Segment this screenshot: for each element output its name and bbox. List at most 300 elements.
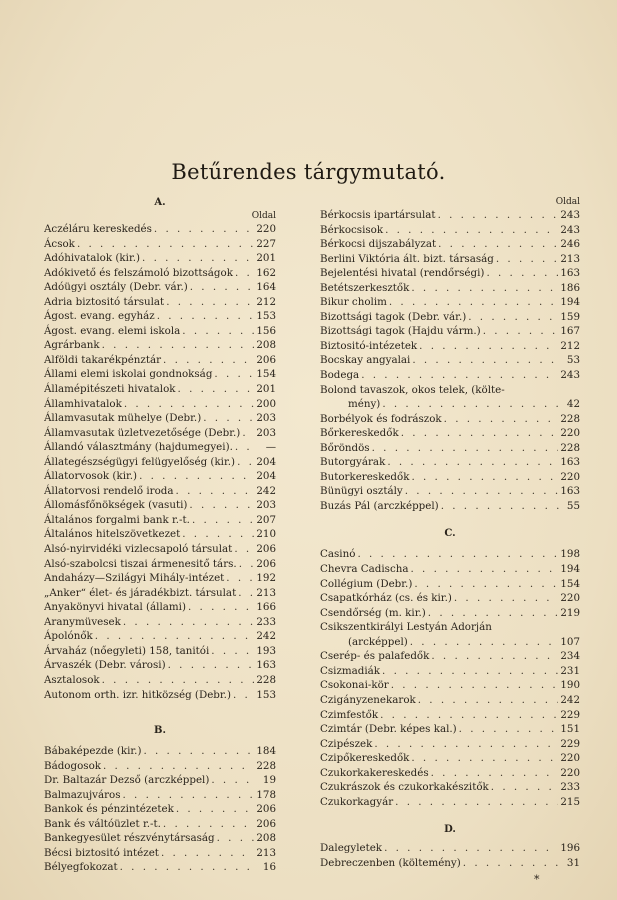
- entry-page-number: 203: [256, 412, 276, 425]
- entry-name: Borbélyok és fodrászok: [320, 412, 442, 425]
- entry-page-number: 178: [256, 788, 276, 801]
- entry-page-number: 167: [560, 325, 580, 338]
- index-entry: [44, 600, 276, 615]
- index-entry: [44, 222, 276, 237]
- entry-name: Állatorvosok (kir.): [44, 470, 138, 483]
- entry-page-number: 228: [256, 673, 276, 686]
- entry-name: Adókivető és felszámoló bizottságok: [44, 266, 233, 279]
- entry-name: Andaházy—Szilágyi Mihály-intézet: [44, 572, 225, 585]
- entry-name: Államépitészeti hivatalok: [44, 383, 176, 396]
- entry-name: Agrárbank: [44, 339, 100, 352]
- dot-leader: [77, 237, 254, 252]
- dot-leader: [385, 223, 558, 238]
- section-b-entries: [44, 744, 276, 875]
- entry-name: Államvasutak üzletvezetősége (Debr.): [44, 426, 241, 439]
- entry-page-number: 242: [560, 693, 580, 706]
- entry-name: Árvaszék (Debr. városi): [44, 659, 166, 672]
- dot-leader: [380, 708, 558, 723]
- dot-leader: [486, 266, 558, 281]
- index-entry: [320, 562, 580, 577]
- entry-name: Bankegyesület részvénytársaság: [44, 832, 215, 845]
- dot-leader: [410, 635, 559, 650]
- dot-leader: [161, 846, 254, 861]
- index-entry: [320, 856, 580, 871]
- dot-leader: [176, 802, 255, 817]
- dot-leader: [217, 831, 255, 846]
- entry-page-number: 164: [256, 281, 276, 294]
- entry-name: Czimfestők: [320, 708, 379, 721]
- index-entry: [44, 759, 276, 774]
- entry-page-number: 166: [256, 601, 276, 614]
- index-entry: [320, 470, 580, 485]
- entry-page-number: 163: [256, 659, 276, 672]
- dot-leader: [374, 737, 558, 752]
- entry-page-number: 246: [560, 238, 580, 251]
- dot-leader: [214, 367, 254, 382]
- entry-page-number: 163: [560, 485, 580, 498]
- entry-name: Bocskay angyalai: [320, 354, 411, 367]
- entry-page-number: 215: [560, 795, 580, 808]
- entry-name: Berlini Viktória ált. bizt. társaság: [320, 252, 494, 265]
- entry-name: Általános hitelszövetkezet: [44, 528, 181, 541]
- dot-leader: [459, 722, 559, 737]
- entry-page-number: 162: [256, 266, 276, 279]
- index-entry: [44, 324, 276, 339]
- entry-name: Bábaképezde (kir.): [44, 745, 142, 758]
- index-entry: [320, 547, 580, 562]
- dot-leader: [411, 751, 558, 766]
- entry-page-number: 233: [560, 781, 580, 794]
- section-a-entries: [44, 222, 276, 702]
- index-entry: [44, 455, 276, 470]
- entry-name: Czukorkagyár: [320, 795, 394, 808]
- dot-leader: [444, 412, 559, 427]
- entry-name: Adria biztositó társulat: [44, 295, 165, 308]
- index-entry: [44, 280, 276, 295]
- entry-page-number: 193: [256, 644, 276, 657]
- index-entry: [320, 693, 580, 708]
- dot-leader: [401, 426, 559, 441]
- dot-leader: [123, 788, 255, 803]
- dot-leader: [384, 841, 558, 856]
- index-entry: [320, 795, 580, 810]
- entry-name: Államhivatalok: [44, 397, 122, 410]
- entry-page-number: 196: [560, 842, 580, 855]
- dot-leader: [154, 222, 254, 237]
- entry-page-number: 229: [560, 708, 580, 721]
- entry-page-number: 204: [256, 470, 276, 483]
- page-column-header-right: Oldal: [555, 197, 580, 207]
- entry-page-number: 242: [256, 484, 276, 497]
- entry-page-number: 153: [256, 688, 276, 701]
- dot-leader: [389, 295, 558, 310]
- index-entry: [44, 469, 276, 484]
- dot-leader: [163, 817, 254, 832]
- dot-leader: [103, 759, 254, 774]
- index-column-right: [320, 196, 580, 870]
- entry-name: Casinó: [320, 548, 356, 561]
- entry-page-number: 220: [560, 427, 580, 440]
- dot-leader: [411, 281, 558, 296]
- index-entry: [44, 615, 276, 630]
- entry-name: Bélyegfokozat: [44, 861, 118, 874]
- entry-name: Alsó-szabolcsi tiszai ármenesitő társ.: [44, 557, 237, 570]
- entry-name: Bikur cholim: [320, 296, 387, 309]
- index-entry: [44, 295, 276, 310]
- index-entry: [320, 780, 580, 795]
- entry-name: Ágost. evang. egyház: [44, 310, 155, 323]
- dot-leader: [226, 571, 254, 586]
- entry-page-number: 207: [256, 513, 276, 526]
- entry-page-number: 163: [560, 456, 580, 469]
- entry-name: Csikszentkirályi Lestyán Adorján: [320, 621, 492, 634]
- entry-page-number: 201: [256, 383, 276, 396]
- index-entry: [320, 484, 580, 499]
- entry-page-number: 200: [256, 397, 276, 410]
- dot-leader: [414, 577, 558, 592]
- entry-page-number: 194: [560, 296, 580, 309]
- entry-name: Állomásfőnökségek (vasuti): [44, 499, 188, 512]
- dot-leader: [182, 527, 254, 542]
- entry-page-number: 206: [256, 817, 276, 830]
- entry-name: Államvasutak mühelye (Debr.): [44, 412, 202, 425]
- entry-page-number: 190: [560, 679, 580, 692]
- index-entry: [44, 788, 276, 803]
- dot-leader: [168, 658, 255, 673]
- index-column-left: [44, 196, 276, 875]
- entry-name: Bádogosok: [44, 759, 102, 772]
- index-entry: [320, 649, 580, 664]
- entry-name: Bőröndös: [320, 441, 370, 454]
- index-entry: [44, 688, 276, 703]
- dot-leader: [428, 606, 559, 621]
- entry-page-number: 220: [560, 470, 580, 483]
- dot-leader: [157, 309, 255, 324]
- dot-leader: [192, 513, 254, 528]
- dot-leader: [235, 266, 254, 281]
- entry-name: Csokonai-kör: [320, 679, 389, 692]
- dot-leader: [124, 397, 255, 412]
- index-entry: [320, 591, 580, 606]
- dot-leader: [395, 795, 558, 810]
- index-entry: [44, 237, 276, 252]
- entry-page-number: 233: [256, 615, 276, 628]
- index-entry: [320, 368, 580, 383]
- page-title: Betűrendes tárgymutató.: [171, 160, 446, 184]
- dot-leader: [411, 470, 558, 485]
- entry-name: Anyakönyvi hivatal (állami): [44, 601, 186, 614]
- index-entry: [44, 411, 276, 426]
- entry-page-number: 16: [262, 861, 276, 874]
- entry-name: Cserép- és palafedők: [320, 650, 430, 663]
- entry-page-number: 220: [560, 766, 580, 779]
- entry-page-number: 208: [256, 832, 276, 845]
- dot-leader: [102, 338, 255, 353]
- index-entry: [320, 252, 580, 267]
- dot-leader: [237, 455, 254, 470]
- entry-name: Bizottsági tagok (Debr. vár.): [320, 310, 467, 323]
- index-entry: [320, 499, 580, 514]
- index-entry: [44, 557, 276, 572]
- entry-page-number: 208: [256, 339, 276, 352]
- entry-page-number: 186: [560, 281, 580, 294]
- index-entry: [44, 860, 276, 875]
- entry-name: Állandó választmány (hajdumegyei).: [44, 441, 233, 454]
- dot-leader: [438, 208, 559, 223]
- section-letter-c: C.: [444, 528, 456, 540]
- dot-leader: [361, 368, 558, 383]
- index-entry: [44, 817, 276, 832]
- entry-name: Csizmadiák: [320, 664, 381, 677]
- entry-page-number: 213: [256, 586, 276, 599]
- dot-leader: [468, 310, 558, 325]
- index-entry: [44, 251, 276, 266]
- dot-leader: [166, 295, 254, 310]
- dot-leader: [387, 455, 558, 470]
- index-entry: [320, 751, 580, 766]
- entry-page-number: 31: [566, 856, 580, 869]
- entry-name: Dr. Baltazár Dezső (arczképpel): [44, 774, 210, 787]
- index-entry: [320, 223, 580, 238]
- entry-page-number: 228: [256, 759, 276, 772]
- index-entry: [320, 208, 580, 223]
- entry-name: Balmazujváros: [44, 788, 121, 801]
- index-entry: [44, 658, 276, 673]
- dot-leader: [483, 324, 559, 339]
- dot-leader: [431, 766, 559, 781]
- index-entry: [44, 831, 276, 846]
- dot-leader: [239, 557, 255, 572]
- entry-name: Chevra Cadischa: [320, 563, 409, 576]
- entry-name: Bünügyi osztály: [320, 485, 403, 498]
- dot-leader: [438, 237, 558, 252]
- entry-name: Állategészségügyi felügyelőség (kir.): [44, 455, 236, 468]
- dot-leader: [188, 600, 254, 615]
- index-entry: [320, 678, 580, 693]
- entry-name: mény): [348, 398, 381, 411]
- entry-name: Bodega: [320, 369, 360, 382]
- entry-name: Ágost. evang. elemi iskola: [44, 324, 181, 337]
- index-entry: [44, 338, 276, 353]
- entry-page-number: 107: [560, 635, 580, 648]
- entry-page-number: 220: [560, 592, 580, 605]
- dot-leader: [211, 644, 254, 659]
- dot-leader: [190, 280, 255, 295]
- index-entry: [320, 383, 580, 398]
- index-entry: [44, 513, 276, 528]
- entry-name: Bizottsági tagok (Hajdu várm.): [320, 325, 481, 338]
- dot-leader: [203, 411, 254, 426]
- index-entry: [44, 440, 276, 455]
- entry-name: Állatorvosi rendelő iroda: [44, 484, 174, 497]
- entry-name: Aczéláru kereskedés: [44, 223, 152, 235]
- entry-name: Collégium (Debr.): [320, 577, 413, 590]
- dot-leader: [123, 615, 254, 630]
- entry-page-number: 234: [560, 650, 580, 663]
- index-entry: [320, 295, 580, 310]
- section-b-continued-entries: [320, 208, 580, 513]
- section-letter-b: B.: [154, 725, 166, 737]
- index-entry: [320, 426, 580, 441]
- entry-name: Csendőrség (m. kir.): [320, 606, 426, 619]
- index-entry: [44, 426, 276, 441]
- dot-leader: [431, 649, 558, 664]
- index-entry: [320, 441, 580, 456]
- dot-leader: [242, 426, 254, 441]
- entry-name: Bolond tavaszok, okos telek, (költe-: [320, 383, 505, 396]
- entry-page-number: 198: [560, 548, 580, 561]
- index-entry: [320, 620, 580, 635]
- footer-star-mark: *: [534, 873, 540, 886]
- index-entry: [320, 237, 580, 252]
- entry-page-number: 213: [560, 252, 580, 265]
- entry-name: Ápolónők: [44, 630, 93, 643]
- index-entry: [320, 339, 580, 354]
- index-entry: [320, 324, 580, 339]
- entry-name: Bérkocsis ipartársulat: [320, 209, 436, 221]
- dot-leader: [382, 664, 558, 679]
- entry-name: Bérkocsisok: [320, 223, 384, 236]
- index-entry: [44, 309, 276, 324]
- entry-name: Autonom orth. izr. hitközség (Debr.): [44, 688, 231, 701]
- dot-leader: [357, 547, 558, 562]
- dot-leader: [178, 382, 255, 397]
- index-entry: [44, 353, 276, 368]
- dot-leader: [410, 562, 558, 577]
- entry-name: Aranymüvesek: [44, 615, 121, 628]
- entry-name: Debreczenben (költemény): [320, 856, 461, 869]
- entry-page-number: 219: [560, 606, 580, 619]
- entry-page-number: 243: [560, 369, 580, 382]
- entry-page-number: 227: [256, 237, 276, 250]
- entry-name: Bőrkereskedők: [320, 427, 399, 440]
- dot-leader: [235, 440, 256, 455]
- entry-page-number: 231: [560, 664, 580, 677]
- index-entry: [44, 846, 276, 861]
- index-entry: [320, 708, 580, 723]
- entry-page-number: 55: [566, 499, 580, 512]
- index-entry: [320, 737, 580, 752]
- entry-page-number: 163: [560, 267, 580, 280]
- dot-leader: [441, 499, 560, 514]
- section-letter-d: D.: [444, 824, 456, 836]
- index-entry: [320, 455, 580, 470]
- dot-leader: [102, 673, 255, 688]
- entry-page-number: 210: [256, 528, 276, 541]
- entry-page-number: 228: [560, 412, 580, 425]
- entry-page-number: 156: [256, 324, 276, 337]
- entry-page-number: 53: [566, 354, 580, 367]
- entry-page-number: 220: [256, 223, 276, 235]
- dot-leader: [496, 252, 558, 267]
- entry-name: Czipészek: [320, 737, 373, 750]
- index-entry: [44, 266, 276, 281]
- section-d-entries: [320, 841, 580, 870]
- entry-name: Állami elemi iskolai gondnokság: [44, 368, 213, 381]
- entry-page-number: 154: [256, 368, 276, 381]
- entry-page-number: 203: [256, 426, 276, 439]
- index-entry: [44, 397, 276, 412]
- index-entry: [44, 484, 276, 499]
- entry-name: Czigányzenekarok: [320, 693, 416, 706]
- dot-leader: [143, 744, 254, 759]
- index-entry: [320, 310, 580, 325]
- entry-name: Bécsi biztositó intézet: [44, 846, 159, 859]
- dot-leader: [233, 688, 254, 703]
- dot-leader: [463, 856, 560, 871]
- entry-page-number: 203: [256, 499, 276, 512]
- entry-page-number: 154: [560, 577, 580, 590]
- dot-leader: [211, 773, 256, 788]
- index-entry: [320, 722, 580, 737]
- entry-name: Czipőkereskedők: [320, 752, 410, 765]
- dot-leader: [120, 860, 256, 875]
- entry-name: Asztalosok: [44, 673, 100, 686]
- index-entry: [320, 397, 580, 412]
- entry-page-number: —: [265, 441, 276, 454]
- index-entry: [320, 606, 580, 621]
- entry-name: Adóügyi osztály (Debr. vár.): [44, 281, 188, 294]
- dot-leader: [95, 629, 255, 644]
- entry-page-number: 243: [560, 223, 580, 236]
- entry-page-number: 42: [566, 398, 580, 411]
- index-entry: [320, 412, 580, 427]
- index-entry: [44, 673, 276, 688]
- entry-page-number: 212: [560, 339, 580, 352]
- dot-leader: [234, 542, 254, 557]
- dot-leader: [382, 397, 560, 412]
- dot-leader: [419, 339, 558, 354]
- dot-leader: [142, 251, 254, 266]
- entry-name: Bejelentési hivatal (rendőrségi): [320, 267, 485, 280]
- entry-name: Ácsok: [44, 237, 75, 250]
- index-entry: [320, 577, 580, 592]
- dot-leader: [418, 693, 559, 708]
- index-entry: [320, 635, 580, 650]
- section-letter-a: A.: [154, 197, 166, 208]
- entry-name: Czukorkakereskedés: [320, 766, 429, 779]
- entry-page-number: 243: [560, 209, 580, 221]
- entry-name: (arcképpel): [348, 635, 408, 648]
- index-entry: [44, 542, 276, 557]
- entry-name: Bankok és pénzintézetek: [44, 803, 174, 816]
- entry-page-number: 212: [256, 295, 276, 308]
- index-entry: [44, 527, 276, 542]
- dot-leader: [454, 591, 558, 606]
- index-entry: [320, 664, 580, 679]
- entry-page-number: 220: [560, 752, 580, 765]
- entry-name: Bérkocsi dijszabályzat: [320, 238, 437, 251]
- entry-name: Csapatkórház (cs. és kir.): [320, 592, 452, 605]
- entry-page-number: 206: [256, 557, 276, 570]
- entry-name: Czimtár (Debr. képes kal.): [320, 723, 457, 736]
- index-entry: [44, 744, 276, 759]
- index-entry: [320, 841, 580, 856]
- dot-leader: [182, 324, 254, 339]
- entry-page-number: 159: [560, 310, 580, 323]
- entry-name: Alföldi takarékpénztár: [44, 353, 162, 366]
- dot-leader: [405, 484, 559, 499]
- dot-leader: [176, 484, 255, 499]
- entry-name: Általános forgalmi bank r.-t.: [44, 513, 190, 526]
- index-entry: [44, 629, 276, 644]
- dot-leader: [412, 353, 560, 368]
- entry-page-number: 201: [256, 252, 276, 265]
- entry-page-number: 194: [560, 563, 580, 576]
- entry-page-number: 213: [256, 846, 276, 859]
- entry-page-number: 229: [560, 737, 580, 750]
- index-entry: [44, 586, 276, 601]
